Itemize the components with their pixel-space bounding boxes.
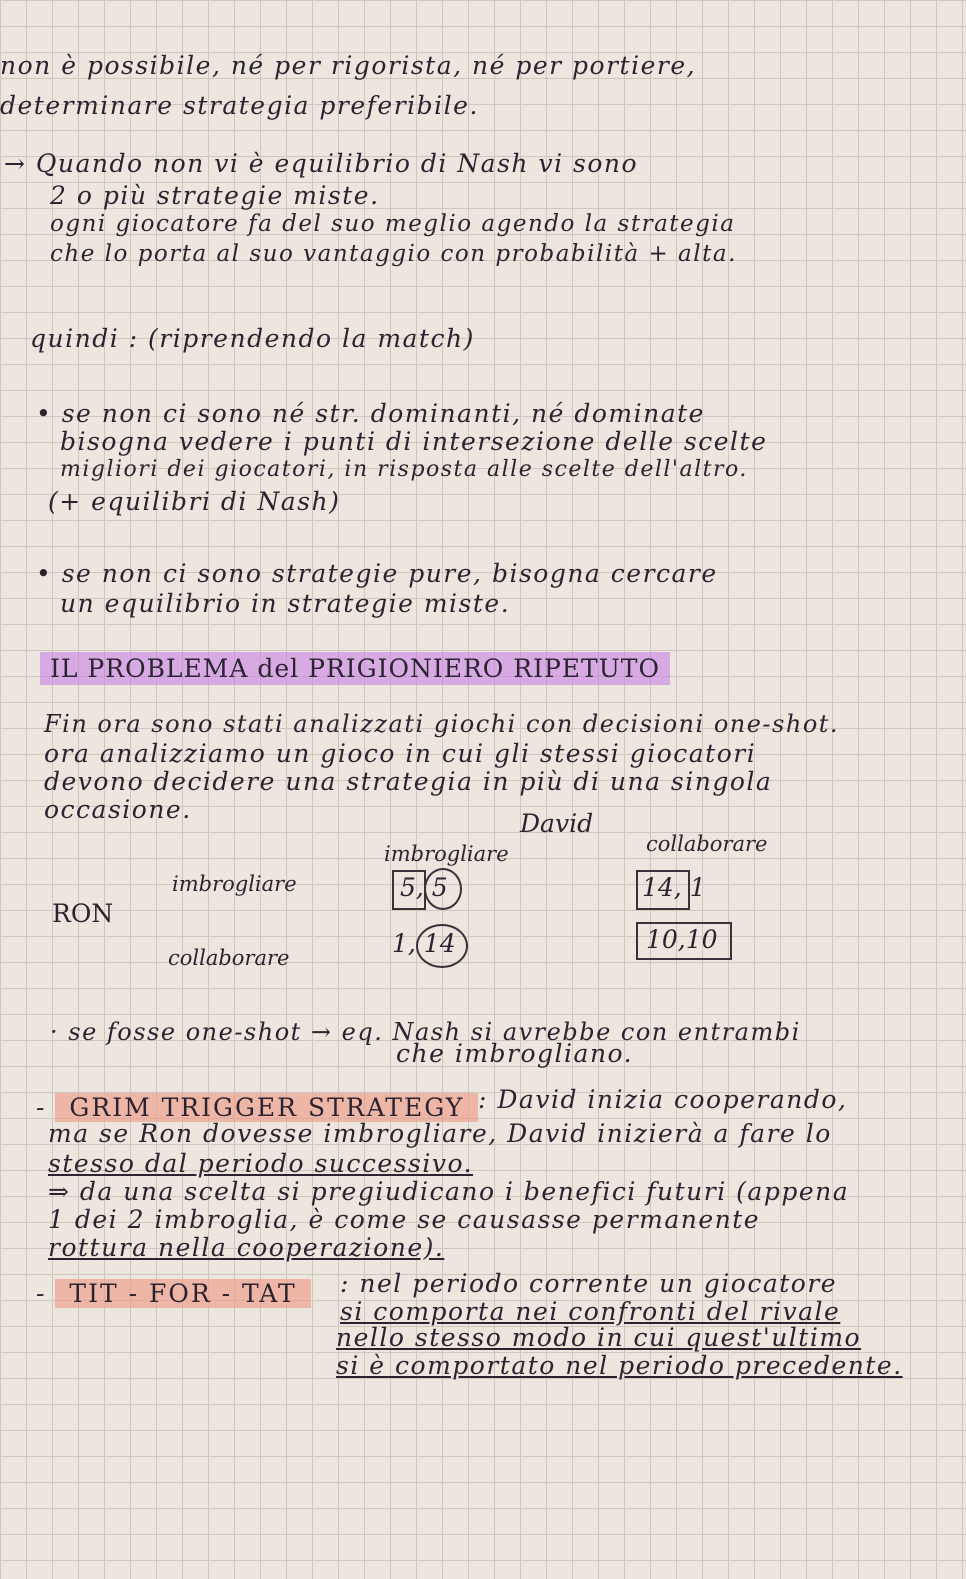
section-title: IL PROBLEMA del PRIGIONIERO RIPETUTO bbox=[40, 652, 670, 685]
section-body-line-2: ora analizziamo un gioco in cui gli stessi giocatori bbox=[44, 739, 757, 768]
grim-line-5: 1 dei 2 imbroglia, è come se causasse permanente bbox=[48, 1205, 761, 1234]
grim-line-3: stesso dal periodo successivo. bbox=[48, 1149, 474, 1178]
matrix-cell-r1c2: 14, 1 bbox=[642, 873, 706, 902]
section-body-line-4: occasione. bbox=[44, 795, 192, 824]
tft-line-4: si è comportato nel periodo precedente. bbox=[336, 1351, 903, 1380]
bullet1-line-1: • se non ci sono né str. dominanti, né dominate bbox=[36, 399, 705, 428]
grim-heading bbox=[36, 1094, 478, 1122]
grim-title: GRIM TRIGGER STRATEGY bbox=[55, 1093, 478, 1122]
mixed-line-2: 2 o più strategie miste. bbox=[50, 181, 380, 210]
grim-line-4: ⇒ da una scelta si pregiudicano i benefici futuri (appena bbox=[48, 1177, 850, 1206]
quindi-line: quindi : (riprendendo la match) bbox=[30, 324, 475, 353]
matrix-cell-r2c2: 10,10 bbox=[646, 925, 718, 954]
matrix-col-label-2: collaborare bbox=[646, 832, 768, 856]
bullet1-line-4: (+ equilibri di Nash) bbox=[48, 487, 341, 516]
bullet1-line-2: bisogna vedere i punti di intersezione delle scelte bbox=[60, 427, 768, 456]
mixed-line-3: ogni giocatore fa del suo meglio agendo la strategia bbox=[50, 211, 736, 237]
bullet2-line-2: un equilibrio in strategie miste. bbox=[60, 589, 511, 618]
matrix-row-label-1: imbrogliare bbox=[172, 872, 297, 896]
oneshot-line-1: · se fosse one-shot → eq. Nash si avrebbe con entrambi bbox=[50, 1018, 801, 1046]
mixed-line-4: che lo porta al suo vantaggio con probabilità + alta. bbox=[50, 241, 737, 267]
intro-line-1: non è possibile, né per rigorista, né per portiere, bbox=[0, 51, 697, 80]
matrix-col-player: David bbox=[520, 809, 594, 838]
matrix-cell-r1c1: 5, 5 bbox=[400, 873, 448, 902]
tft-line-2: si comporta nei confronti del rivale bbox=[340, 1297, 841, 1326]
intro-line-2: determinare strategia preferibile. bbox=[0, 91, 479, 120]
grim-dash: - bbox=[36, 1093, 46, 1122]
section-body-line-3: devono decidere una strategia in più di una singola bbox=[44, 767, 773, 796]
bullet1-line-3: migliori dei giocatori, in risposta alle scelte dell'altro. bbox=[60, 457, 748, 482]
section-body-line-1: Fin ora sono stati analizzati giochi con decisioni one-shot. bbox=[44, 710, 840, 738]
tft-line-3: nello stesso modo in cui quest'ultimo bbox=[336, 1323, 862, 1352]
section-title-line bbox=[40, 655, 670, 683]
tft-title: TIT - FOR - TAT bbox=[55, 1279, 310, 1308]
matrix-row-player: RON bbox=[52, 899, 114, 928]
grim-line-2: ma se Ron dovesse imbrogliare, David inizierà a fare lo bbox=[48, 1119, 832, 1148]
tft-heading bbox=[36, 1280, 311, 1308]
bullet2-line-1: • se non ci sono strategie pure, bisogna cercare bbox=[36, 559, 718, 588]
grim-line-1: : David inizia cooperando, bbox=[478, 1085, 848, 1114]
tft-dash: - bbox=[36, 1279, 46, 1308]
tft-line-1: : nel periodo corrente un giocatore bbox=[340, 1269, 838, 1298]
grim-line-6: rottura nella cooperazione). bbox=[48, 1233, 445, 1262]
matrix-col-label-1: imbrogliare bbox=[384, 842, 509, 866]
mixed-line-1: → Quando non vi è equilibrio di Nash vi sono bbox=[4, 149, 639, 178]
matrix-cell-r2c1: 1, 14 bbox=[392, 929, 456, 958]
matrix-row-label-2: collaborare bbox=[168, 946, 290, 970]
oneshot-line-2: che imbrogliano. bbox=[396, 1039, 634, 1068]
